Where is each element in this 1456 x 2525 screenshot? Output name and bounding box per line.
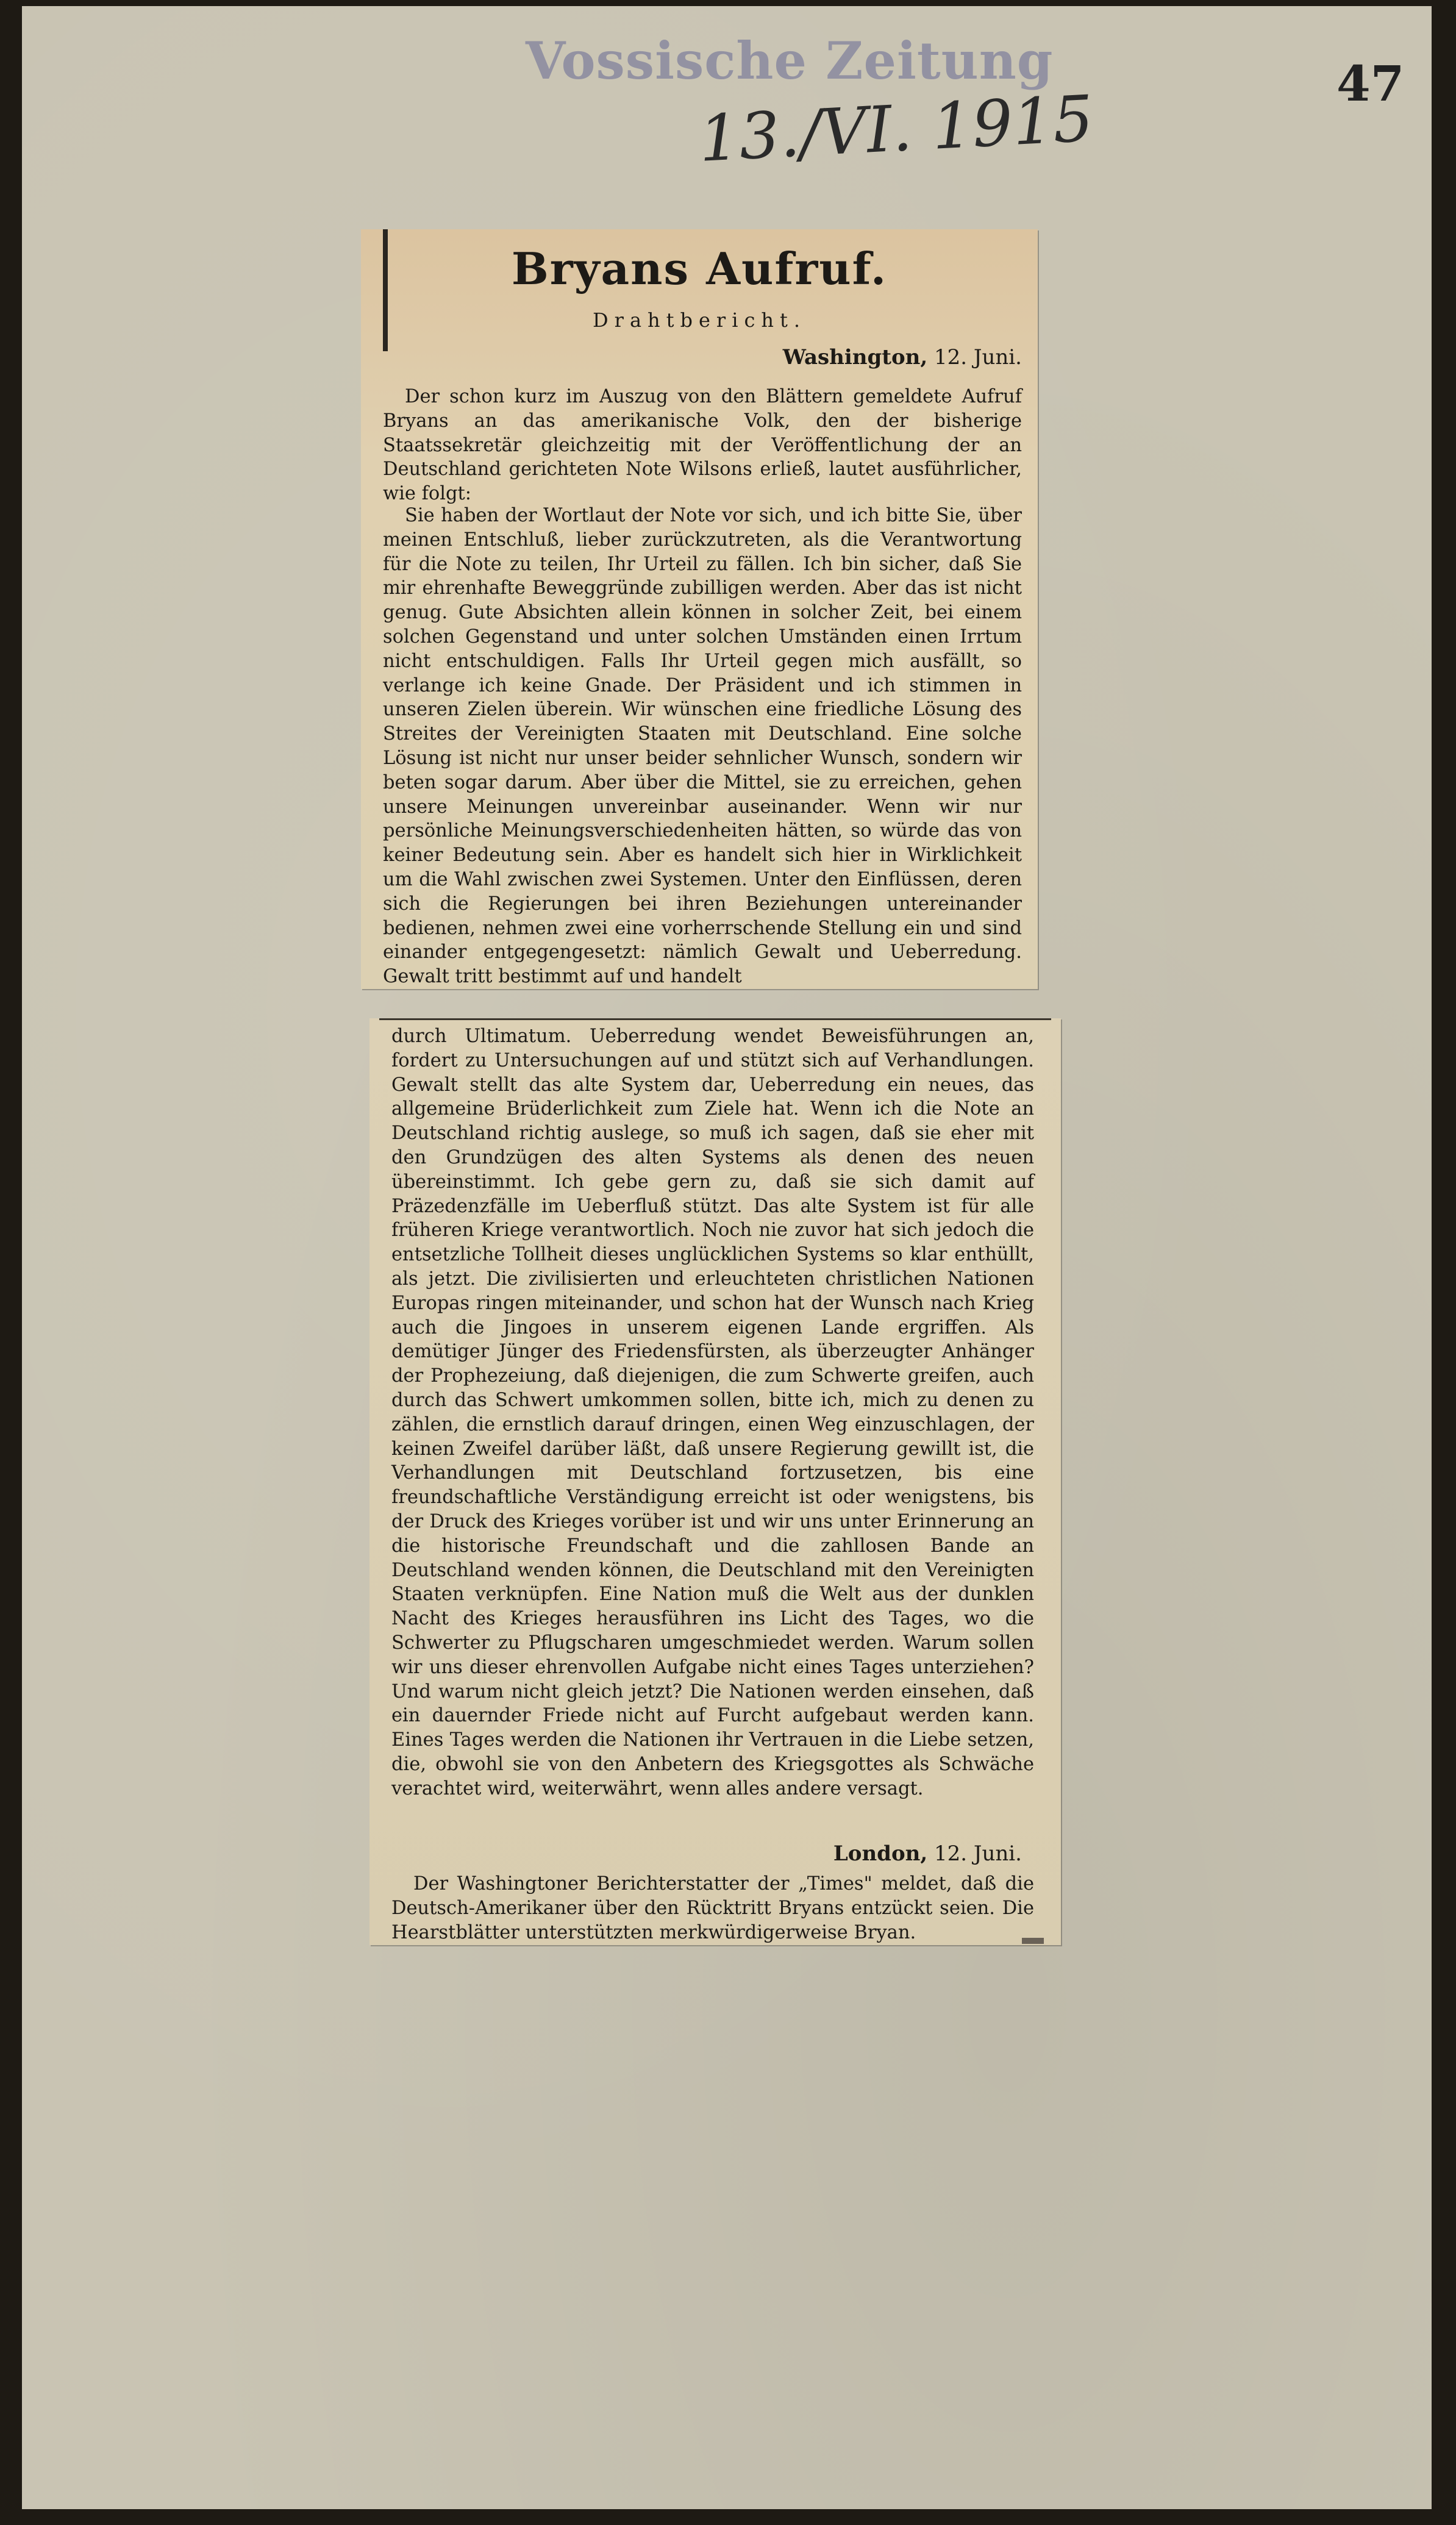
- newspaper-stamp: Vossische Zeitung: [526, 30, 1054, 91]
- article-intro: [383, 385, 1022, 506]
- article-subheading: Drahtbericht.: [592, 309, 806, 332]
- page-number: 47: [1336, 55, 1405, 112]
- speech-paragraph-2: durch Ultimatum. Ueberredung wendet Beweisführungen an, fordert zu Untersuchungen auf und stützt sich auf Verhandlungen. Gewalt stellt das alte System dar, Ueberredung ein neues, das allgemeine Brüderlichkeit zum Ziele hat. Wenn ich die Note an Deutschland richtig auslege, so muß ich sagen, daß sie eher mit den Grundzügen des alten Systems als denen des neuen übereinstimmt. Ich gebe gern zu, daß sie sich damit auf Präzedenzfälle im Ueberfluß stützt. Das alte System ist für alle früheren Kriege verantwortlich. Noch nie zuvor hat sich jedoch die entsetzliche Tollheit dieses unglücklichen Systems so klar enthüllt, als jetzt. Die zivilisierten und erleuchteten christlichen Nationen Europas ringen miteinander, und schon hat der Wunsch nach Krieg auch die Jingoes in unserem eigenen Lande ergriffen. Als demütiger Jünger des Friedensfürsten, als überzeugter Anhänger der Prophezeiung, daß diejenigen, die zum Schwerte greifen, auch durch das Schwert umkommen sollen, bitte ich, mich zu denen zu zählen, die ernstlich darauf dringen, einen Weg einzuschlagen, der keinen Zweifel darüber läßt, daß unsere Regierung gewillt ist, die Verhandlungen mit Deutschland fortzusetzen, bis eine freundschaftliche Verständigung erreicht ist oder wenigstens, bis der Druck des Krieges vorüber ist und wir uns unter Erinnerung an die historische Freundschaft und die zahllosen Bande an Deutschland wenden können, die Deutschland mit den Vereinigten Staaten verknüpfen. Eine Nation muß die Welt aus der dunklen Nacht des Krieges herausführen ins Licht des Tages, wo die Schwerter zu Pflugscharen umgeschmiedet werden. Warum sollen wir uns dieser ehrenvollen Aufgabe nicht eines Tages unterziehen? Und warum nicht gleich jetzt? Die Nationen werden einsehen, daß ein dauernder Friede nicht auf Furcht aufgebaut werden kann. Eines Tages werden die Nationen ihr Vertrauen in die Liebe setzen, die, obwohl sie von den Anbetern des Kriegsgottes als Schwäche verachtet wird, weiterwährt, wenn alles andere versagt.: [391, 1026, 1034, 1799]
- handwritten-date: 13./VI. 1915: [697, 81, 1096, 176]
- clipping-lower: [369, 1018, 1061, 1945]
- dateline-date: 12. Juni.: [934, 345, 1022, 370]
- top-divider: [379, 1018, 1051, 1020]
- dateline-place: Washington,: [782, 345, 928, 370]
- dateline-place: London,: [833, 1841, 928, 1866]
- speech-paragraph-1: Sie haben der Wortlaut der Note vor sich, und ich bitte Sie, über meinen Entschluß, lieber zurückzutreten, als die Verantwortung für die Note zu teilen, Ihr Urteil zu fällen. Ich bin sicher, daß Sie mir ehrenhafte Beweggründe zubilligen werden. Aber das ist nicht genug. Gute Absichten allein können in solcher Zeit, bei einem solchen Gegenstand und unter solchen Umständen einen Irrtum nicht entschuldigen. Falls Ihr Urteil gegen mich ausfällt, so verlange ich keine Gnade. Der Präsident und ich stimmen in unseren Zielen überein. Wir wünschen eine friedliche Lösung des Streites der Vereinigten Staaten mit Deutschland. Eine solche Lösung ist nicht nur unser beider sehnlicher Wunsch, sondern wir beten sogar darum. Aber über die Mittel, sie zu erreichen, gehen unsere Meinungen unvereinbar auseinander. Wenn wir nur persönliche Meinungsverschiedenheiten hätten, so würde das von keiner Bedeutung sein. Aber es handelt sich hier in Wirklichkeit um die Wahl zwischen zwei Systemen. Unter den Einflüssen, deren sich die Regierungen bei ihren Beziehungen untereinander bedienen, nehmen zwei eine vorherrschende Stellung ein und sind einander entgegengesetzt: nämlich Gewalt und Ueberredung. Gewalt tritt bestimmt auf und handelt: [383, 505, 1022, 988]
- clipping-edge-mark: [1022, 1938, 1044, 1944]
- dateline-london: [833, 1841, 1022, 1866]
- clipping-upper: [361, 229, 1038, 989]
- london-report-paragraph: Der Washingtoner Berichterstatter der „Times" meldet, daß die Deutsch-Amerikaner über den Rücktritt Bryans entzückt seien. Die Hearstblätter unterstützten merkwürdigerweise Bryan.: [391, 1873, 1034, 1943]
- article-headline: Bryans Aufruf.: [511, 243, 888, 295]
- speech-column-2: [391, 1024, 1034, 1801]
- dateline-date: 12. Juni.: [934, 1841, 1022, 1866]
- dateline-washington: [783, 345, 1022, 370]
- intro-paragraph: Der schon kurz im Auszug von den Blättern gemeldete Aufruf Bryans an das amerikanische Volk, den der bisherige Staatssekretär gleichzeitig mit der Veröffentlichung der an Deutschland gerichteten Note Wilsons erließ, lautet ausführlicher, wie folgt:: [383, 386, 1022, 505]
- london-report: [391, 1872, 1034, 1945]
- speech-column-1: [383, 504, 1022, 989]
- archive-sheet: [22, 6, 1432, 2509]
